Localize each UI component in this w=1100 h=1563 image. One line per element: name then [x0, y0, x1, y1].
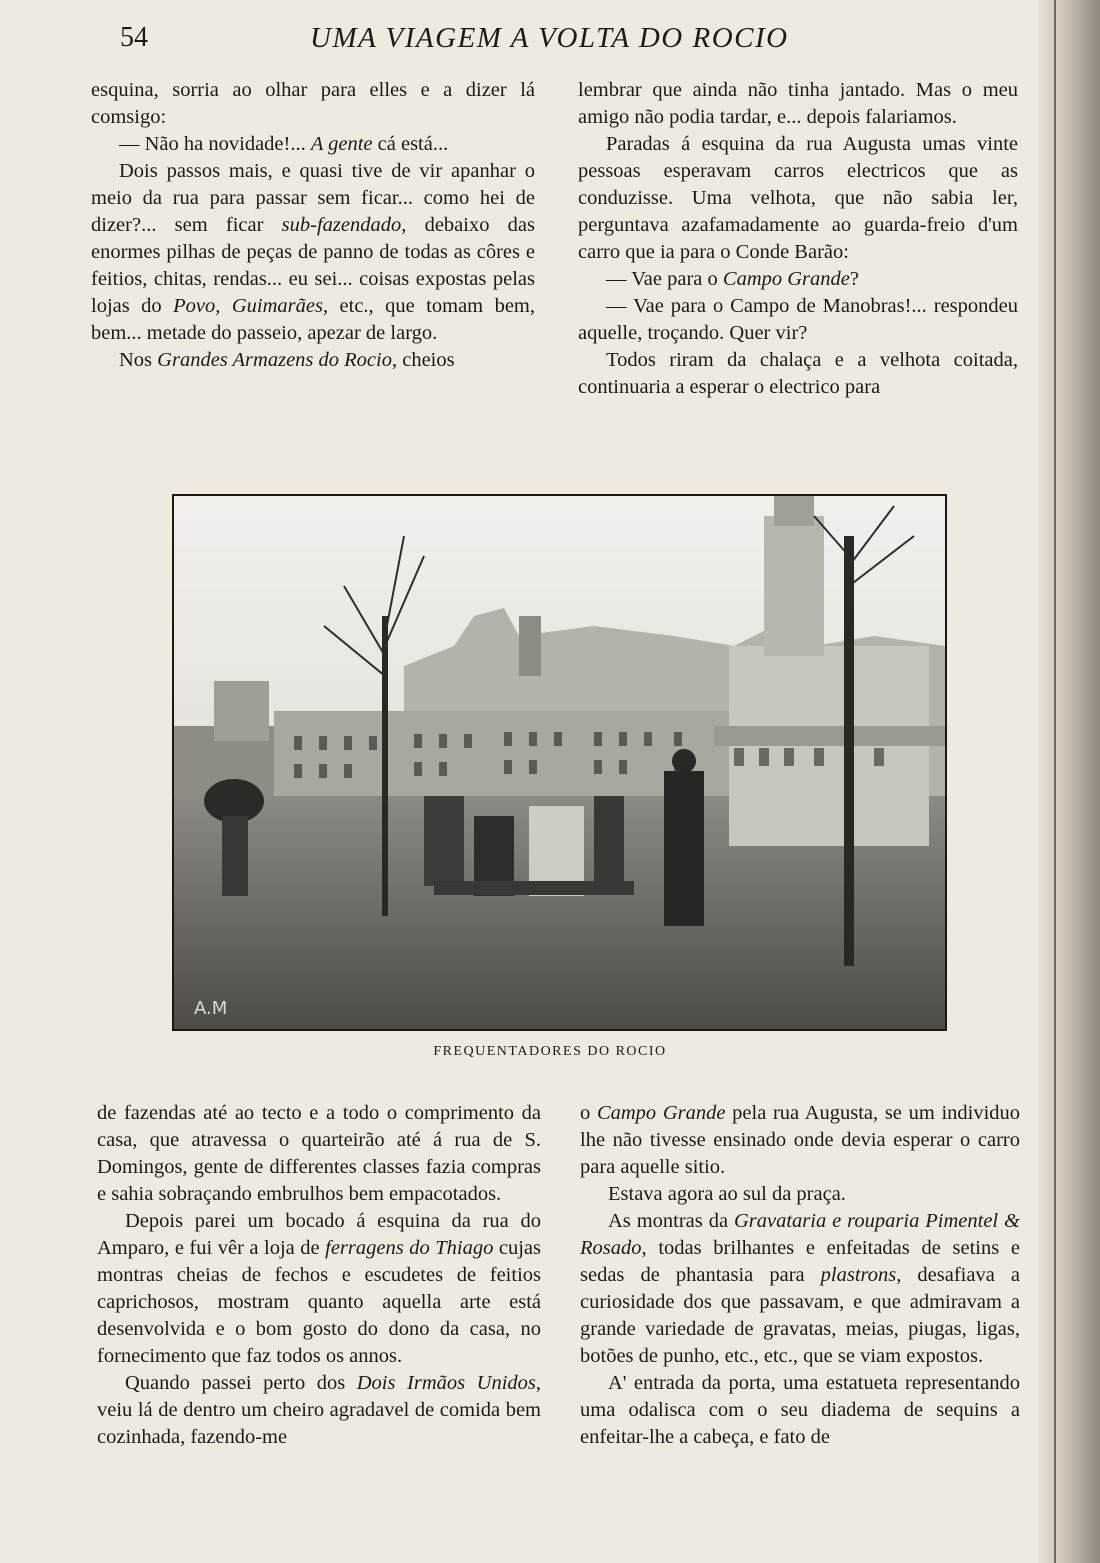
paragraph: As montras da Gravataria e roupari​a Pimentel & Rosado, todas brilhantes e enfeitadas de setins e sedas de phantasia para plastrons, desafiava a curiosidade dos que passavam, e que admiravam a grande variedade de gravatas, meias, piugas, ligas, botões de punho, etc., etc., que se viam expostos.	[580, 1210, 1020, 1367]
page-number: 54	[120, 22, 148, 53]
paragraph: Dois passos mais, e quasi tive de vir apanhar o meio da rua para passar sem ficar... como hei de dizer?... sem ficar sub-fazendado, debaixo das enormes pilhas de peças de panno de todas as côres e feitios, chitas, rendas... eu sei... coisas expostas pelas lojas do Povo, Guimarães, etc., que tomam bem, bem... metade do passeio, apezar de largo.	[91, 160, 535, 344]
paragraph: Quando passei perto dos Dois Irmãos Unidos, veiu lá de dentro um cheiro agradavel de comida bem cozinhada, fazendo-me	[97, 1372, 541, 1448]
paragraph: esquina, sorria ao olhar para elles e a dizer lá comsigo:	[91, 79, 535, 128]
running-title: UMA VIAGEM A VOLTA DO ROCIO	[310, 22, 789, 54]
dialogue-line: — Não ha novidade!... A gente cá está...	[119, 133, 449, 155]
photograph	[172, 494, 947, 1031]
paragraph: de fazendas até ao tecto e a todo o comprimento da casa, que atravessa o quarteirão até á rua de S. Domingos, gente de differentes classes fazia compras e sahia sobraçando embrulhos bem empacotados.	[97, 1102, 541, 1205]
figure-caption: FREQUENTADORES DO ROCIO	[433, 1044, 667, 1059]
column-bottom-right	[580, 1100, 1020, 1451]
paragraph: Nos Grandes Armazens do Rocio, cheios	[119, 349, 455, 371]
paragraph: Paradas á esquina da rua Augusta umas vinte pessoas esperavam carros electricos que as conduzisse. Uma velhota, que não sabia ler, perguntava azafamadamente ao guarda-freio d'um carro que ia para o Conde Barão:	[578, 133, 1018, 263]
column-top-right	[578, 77, 1018, 401]
photo-signature: A.M	[194, 998, 228, 1019]
paragraph: Todos riram da chalaça e a velhota coitada, continuaria a esperar o electrico para	[578, 349, 1018, 398]
dialogue-line: — Vae para o Campo Grande?	[606, 268, 859, 290]
page-edge-line	[1054, 0, 1056, 1563]
dialogue-line: — Vae para o Campo de Manobras!... respondeu aquelle, troçando. Quer vir?	[578, 295, 1018, 344]
paragraph: lembrar que ainda não tinha jantado. Mas o meu amigo não podia tardar, e... depois falariamos.	[578, 79, 1018, 128]
paragraph: o Campo Grande pela rua Augusta, se um individuo lhe não tivesse ensinado onde devia esperar o carro para aquelle sitio.	[580, 1102, 1021, 1178]
running-head	[0, 20, 1100, 60]
page-edge	[1038, 0, 1100, 1563]
column-top-left	[91, 77, 535, 374]
column-bottom-left	[97, 1100, 541, 1451]
paragraph: Estava agora ao sul da praça.	[608, 1183, 846, 1205]
paragraph: Depois parei um bocado á esquina da rua do Amparo, e fui vêr a loja de ferragens do Thiago cujas montras cheias de fechos e escudetes de feitios caprichosos, mostram quanto aquella arte está desenvolvida e o bom gosto do dono da casa, no fornecimento que faz todos os annos.	[97, 1210, 541, 1367]
paragraph: A' entrada da porta, uma estatueta representando uma odalisca com o seu diadema de sequins a enfeitar-lhe a cabeça, e fato de	[580, 1372, 1020, 1448]
photograph-rocio-square	[174, 496, 945, 1029]
